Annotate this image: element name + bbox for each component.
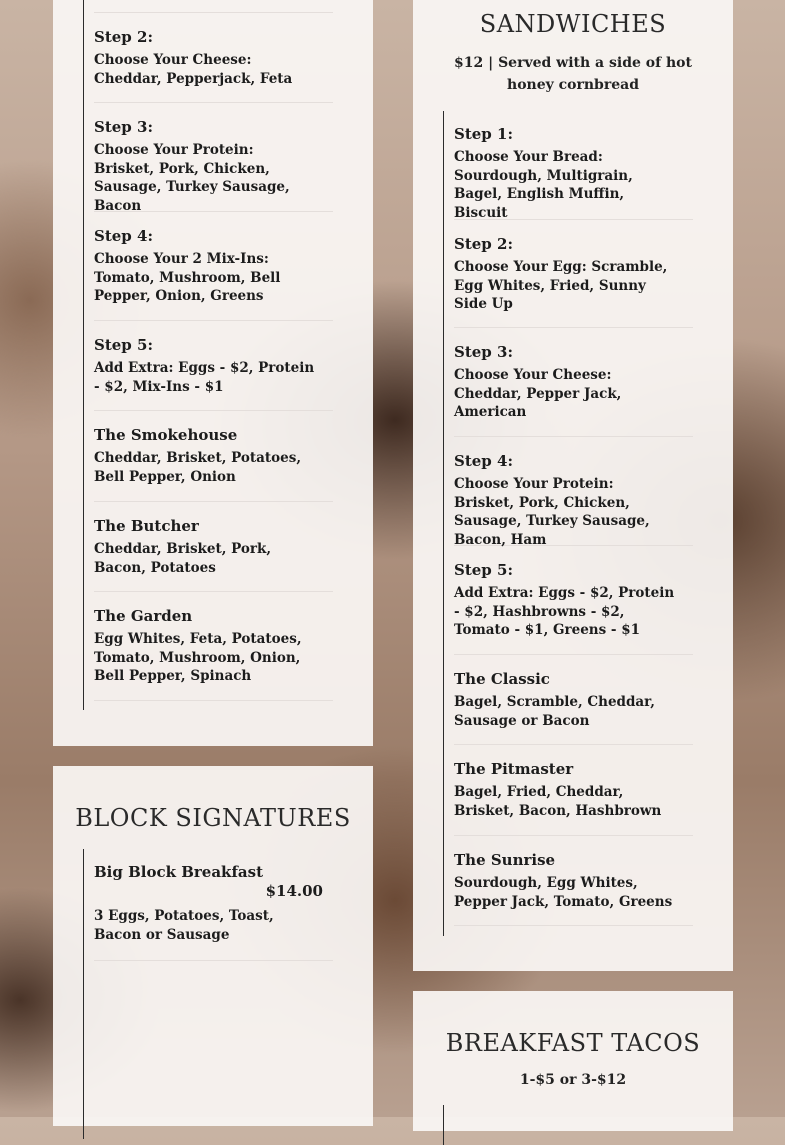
section-subtitle: 1-$5 or 3-$12 [519,1072,627,1088]
menu-item-title: Step 1: [454,125,513,143]
menu-item-description: Sourdough, Egg Whites, Pepper Jack, Tomato, Greens [454,875,673,910]
menu-item [94,321,333,411]
menu-item-description: Choose Your Protein: Brisket, Pork, Chicken, Sausage, Turkey Sausage, Bacon, Ham [454,476,650,549]
menu-item-title: Step 4: [94,227,153,245]
menu-item [94,103,333,215]
menu-item [454,655,693,745]
section-title: BLOCK SIGNATURES [75,804,351,832]
menu-item-title: Big Block Breakfast [94,863,263,881]
menu-item-title: Step 5: [454,561,513,579]
menu-item-title: Step 4: [454,452,513,470]
menu-item-description: Choose Your Bread: Sourdough, Multigrain, Bagel, English Muffin, Biscuit [454,149,633,222]
menu-item-title: The Classic [454,670,550,688]
menu-item-description: Choose Your Protein: Brisket, Pork, Chicken, Sausage, Turkey Sausage, Bacon [94,142,290,215]
menu-card-sandwiches [413,0,733,971]
menu-item [454,836,693,926]
menu-item-description: Choose Your Cheese: Cheddar, Pepper Jack, American [454,367,622,421]
menu-item [94,212,333,321]
menu-item-description: Add Extra: Eggs - $2, Protein - $2, Mix-Ins - $1 [94,360,315,395]
menu-item-description: Choose Your 2 Mix-Ins: Tomato, Mushroom, Bell Pepper, Onion, Greens [94,251,281,305]
menu-item [94,13,333,103]
menu-item-description: Egg Whites, Feta, Potatoes, Tomato, Mushroom, Onion, Bell Pepper, Spinach [94,631,302,685]
menu-item-title: The Garden [94,607,193,625]
menu-item-title: Step 5: [94,336,153,354]
menu-item-description: Cheddar, Brisket, Pork, Bacon, Potatoes [94,541,272,576]
menu-item-title: The Butcher [94,517,199,535]
menu-item-description: Bagel, Scramble, Cheddar, Sausage or Bacon [454,694,655,729]
menu-item [454,328,693,437]
menu-card-block-signatures [53,766,373,1126]
menu-item [454,437,693,549]
menu-item [94,849,333,961]
section-title: BREAKFAST TACOS [445,1029,701,1057]
menu-item-description: 3 Eggs, Potatoes, Toast, Bacon or Sausage [94,908,274,943]
menu-card-omelets [53,0,373,746]
menu-item-title: Step 3: [94,118,153,136]
menu-items-list [443,1105,444,1145]
menu-item [454,111,693,220]
menu-item-title: Step 2: [454,235,513,253]
menu-card-breakfast-tacos [413,991,733,1131]
menu-item-description: Choose Your Egg: Scramble, Egg Whites, Fried, Sunny Side Up [454,259,668,313]
menu-items-list [83,849,333,1139]
section-title: SANDWICHES [479,10,667,38]
menu-item [454,745,693,836]
menu-item-title: The Smokehouse [94,426,238,444]
menu-item [94,502,333,592]
menu-items-list [443,111,693,936]
menu-item-price: $14.00 [265,882,323,900]
menu-item [454,220,693,328]
menu-item-title: The Sunrise [454,851,556,869]
menu-item [94,592,333,701]
menu-item [454,546,693,655]
menu-item-description: Choose Your Cheese: Cheddar, Pepperjack, Feta [94,52,293,87]
menu-item [94,411,333,502]
menu-item-title: Step 2: [94,28,153,46]
menu-item-title: The Pitmaster [454,760,574,778]
menu-items-list [83,0,333,710]
menu-item-cutoff [94,0,333,13]
menu-item-description: Cheddar, Brisket, Potatoes, Bell Pepper, Onion [94,450,302,485]
menu-item-description: Bagel, Fried, Cheddar, Brisket, Bacon, Hashbrown [454,784,662,819]
section-subtitle: $12 | Served with a side of hot honey cornbread [454,55,692,93]
menu-item-description: Add Extra: Eggs - $2, Protein - $2, Hashbrowns - $2, Tomato - $1, Greens - $1 [454,585,675,639]
menu-item-title: Step 3: [454,343,513,361]
